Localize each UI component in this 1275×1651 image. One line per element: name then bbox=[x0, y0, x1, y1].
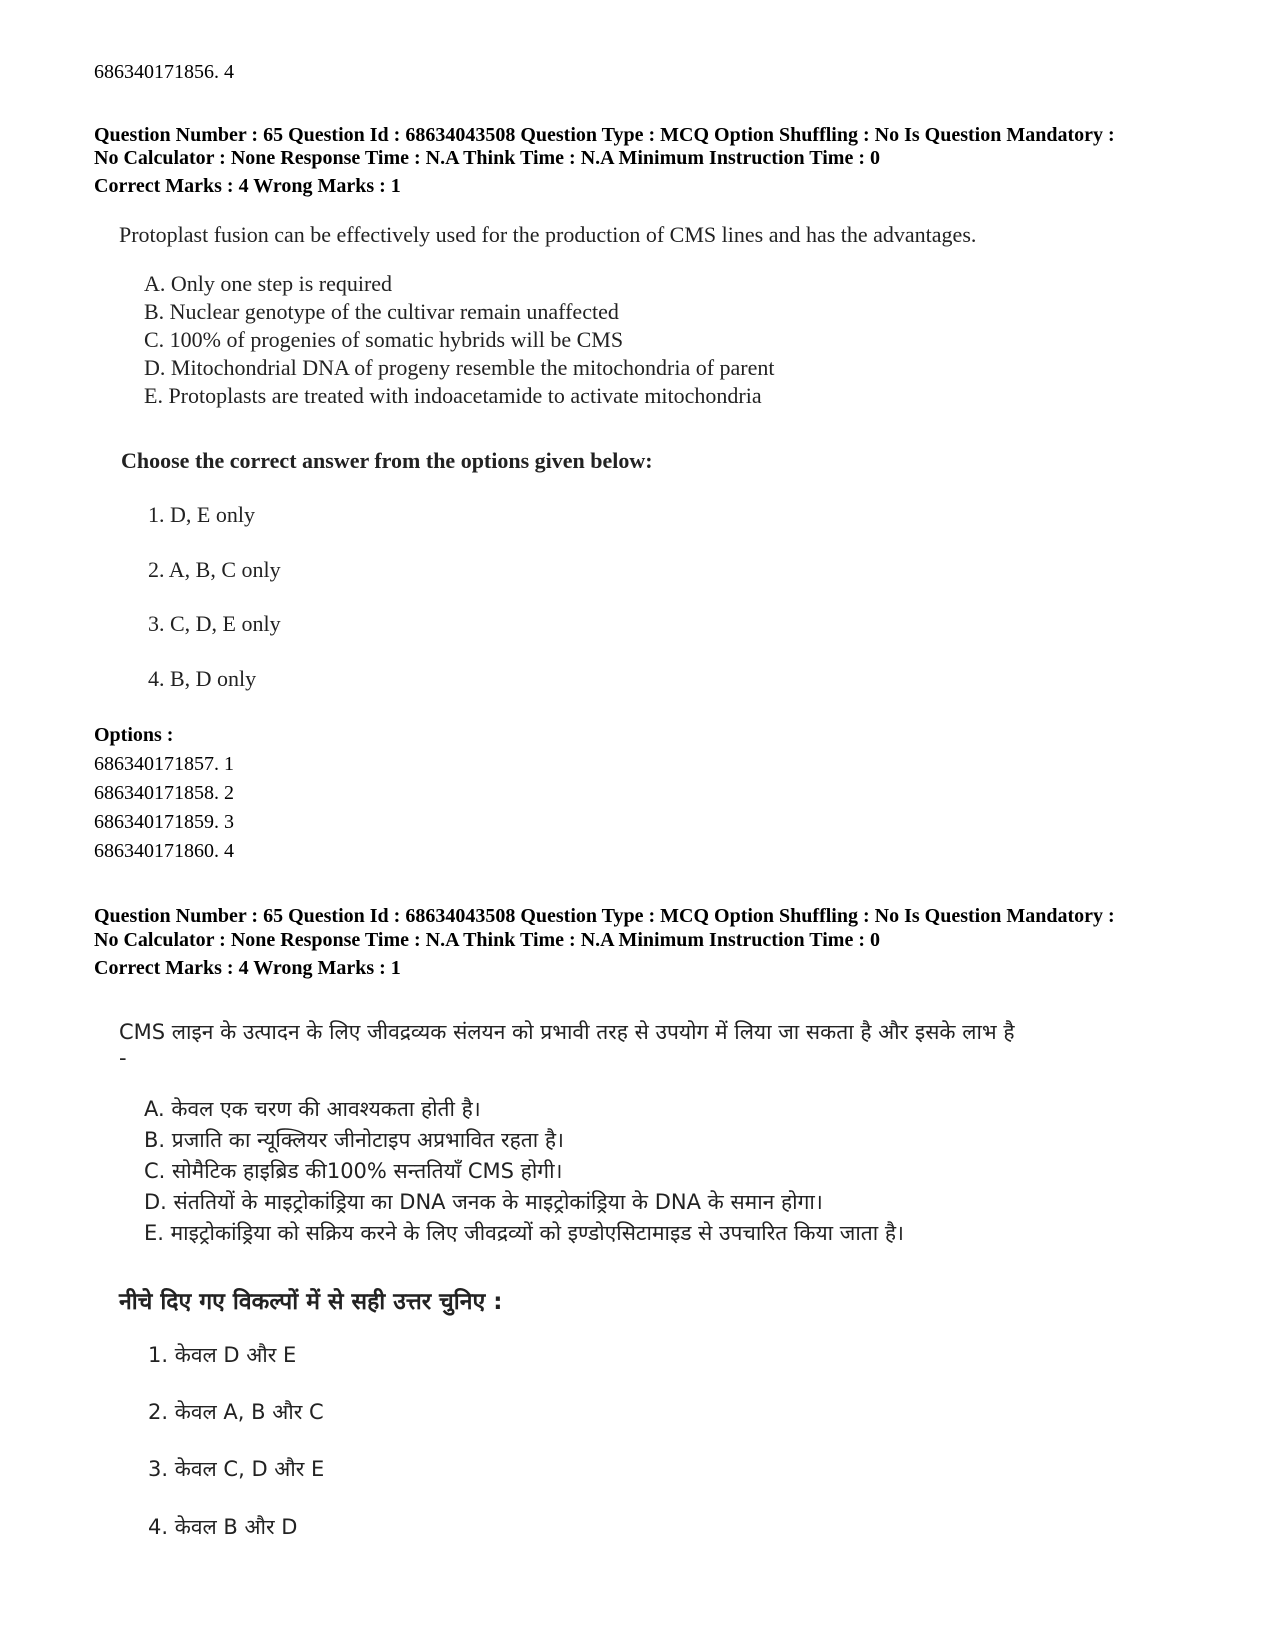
question-header-line1: Question Number : 65 Question Id : 68634043508 Question Type : MCQ Option Shuffling : No Is Question Mandatory : bbox=[94, 124, 1115, 146]
statement-d: D. Mitochondrial DNA of progeny resemble the mitochondria of parent bbox=[144, 355, 775, 380]
answer-option-3: 3. C, D, E only bbox=[148, 611, 281, 636]
statement-list bbox=[144, 270, 775, 410]
statement-c: C. सोमैटिक हाइब्रिड की100% सन्ततियाँ CMS होगी। bbox=[144, 1159, 563, 1183]
statement-a: A. Only one step is required bbox=[144, 271, 393, 296]
options-label: Options : bbox=[94, 724, 174, 746]
option-id-3: 686340171859. 3 bbox=[94, 811, 234, 833]
top-option-id: 686340171856. 4 bbox=[94, 61, 234, 83]
option-id-2: 686340171858. 2 bbox=[94, 782, 234, 804]
question-header-line1: Question Number : 65 Question Id : 68634043508 Question Type : MCQ Option Shuffling : No Is Question Mandatory : bbox=[94, 905, 1115, 927]
statement-b: B. प्रजाति का न्यूक्लियर जीनोटाइप अप्रभावित रहता है। bbox=[144, 1128, 564, 1152]
statement-a: A. केवल एक चरण की आवश्यकता होती है। bbox=[144, 1097, 481, 1121]
option-id-1: 686340171857. 1 bbox=[94, 753, 234, 775]
question-text-line1: CMS लाइन के उत्पादन के लिए जीवद्रव्यक संलयन को प्रभावी तरह से उपयोग में लिया जा सकता है और इसके लाभ है bbox=[119, 1020, 1015, 1044]
statement-b: B. Nuclear genotype of the cultivar remain unaffected bbox=[144, 299, 619, 324]
marks-line: Correct Marks : 4 Wrong Marks : 1 bbox=[94, 957, 401, 979]
answer-option-4: 4. B, D only bbox=[148, 666, 257, 691]
answer-option-1: 1. D, E only bbox=[148, 502, 255, 527]
statement-c: C. 100% of progenies of somatic hybrids will be CMS bbox=[144, 327, 624, 352]
answer-option-2: 2. केवल A, B और C bbox=[148, 1400, 324, 1424]
answer-option-1: 1. केवल D और E bbox=[148, 1343, 297, 1367]
statement-d: D. संततियों के माइट्रोकांड्रिया का DNA जनक के माइट्रोकांड्रिया के DNA के समान होगा। bbox=[144, 1190, 823, 1214]
question-header-line2: No Calculator : None Response Time : N.A Think Time : N.A Minimum Instruction Time : 0 bbox=[94, 929, 880, 951]
answer-option-4: 4. केवल B और D bbox=[148, 1515, 298, 1539]
answer-option-3: 3. केवल C, D और E bbox=[148, 1457, 325, 1481]
statement-list bbox=[144, 1094, 904, 1249]
question-text-line2: - bbox=[119, 1046, 127, 1070]
question-header-line2: No Calculator : None Response Time : N.A Think Time : N.A Minimum Instruction Time : 0 bbox=[94, 147, 880, 169]
statement-e: E. माइट्रोकांड्रिया को सक्रिय करने के लिए जीवद्रव्यों को इण्डोएसिटामाइड से उपचारित किया जाता है। bbox=[144, 1221, 905, 1245]
statement-e: E. Protoplasts are treated with indoacetamide to activate mitochondria bbox=[144, 383, 762, 408]
choose-instruction: नीचे दिए गए विकल्पों में से सही उत्तर चुनिए : bbox=[119, 1289, 503, 1315]
question-text: Protoplast fusion can be effectively used for the production of CMS lines and has the advantages. bbox=[119, 222, 977, 247]
answer-option-2: 2. A, B, C only bbox=[148, 557, 281, 582]
option-id-4: 686340171860. 4 bbox=[94, 840, 234, 862]
marks-line: Correct Marks : 4 Wrong Marks : 1 bbox=[94, 175, 401, 197]
choose-instruction: Choose the correct answer from the options given below: bbox=[121, 448, 653, 473]
